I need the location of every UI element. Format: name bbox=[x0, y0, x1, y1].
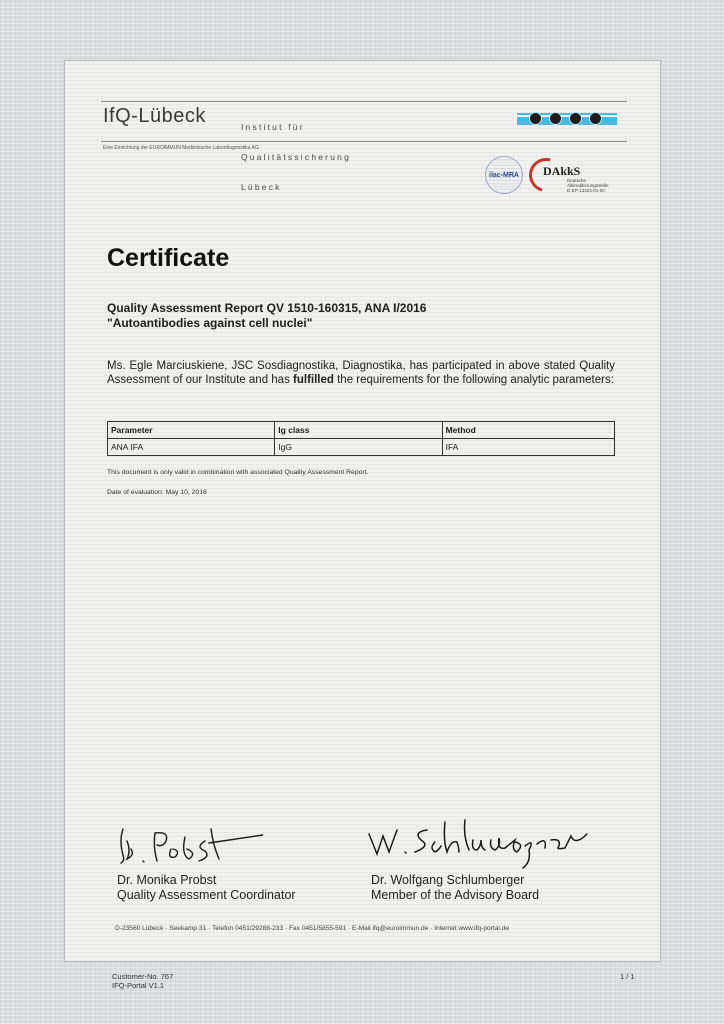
dakks-name: DAkkS bbox=[543, 164, 581, 178]
parameters-table bbox=[107, 421, 615, 456]
header-bottom-rule bbox=[101, 141, 627, 142]
certificate-body bbox=[107, 360, 615, 387]
ilac-mra-logo bbox=[485, 156, 523, 194]
dakks-subtext: Deutsche Akkreditierungsstelle D-EP-13423-01-00 bbox=[567, 178, 609, 193]
customer-info bbox=[112, 972, 173, 990]
signature-block-schlumberger bbox=[365, 816, 605, 876]
signatory-role: Quality Assessment Coordinator bbox=[117, 888, 296, 902]
evaluation-date: Date of evaluation: May 10, 2016 bbox=[107, 489, 207, 496]
validity-note: This document is only valid in combination with associated Quality Assessment Report. bbox=[107, 469, 369, 476]
certificate-sheet bbox=[64, 60, 661, 962]
accent-dot-bar bbox=[517, 113, 617, 125]
report-subject: "Autoantibodies against cell nuclei" bbox=[107, 316, 313, 330]
footer-address: D-23560 Lübeck · Seekamp 31 · Telefon 0451/29288-233 · Fax 0451/5855-591 · E-Mail ifq@euroimmun.de · Internet www.ifq-portal.de bbox=[115, 925, 509, 932]
table-row bbox=[108, 439, 615, 456]
signature-schlumberger-image bbox=[365, 816, 605, 871]
header-subline: Eine Einrichtung der EUROIMMUN Medizinische Labordiagnostika AG bbox=[103, 145, 259, 151]
header-top-rule bbox=[101, 101, 627, 102]
bar-dot bbox=[569, 112, 582, 125]
table-header-cell: Ig class bbox=[275, 422, 442, 439]
report-heading bbox=[107, 301, 426, 331]
body-text-start: Ms. Egle Marciuskiene, JSC Sosdiagnostika, Diagnostika, has participated in above stated Quality Assessment of our Institute and has bbox=[107, 360, 615, 386]
signatory-name: Dr. Wolfgang Schlumberger bbox=[371, 873, 525, 887]
portal-version: IFQ-Portal V1.1 bbox=[112, 981, 165, 990]
institute-line: Lübeck bbox=[241, 182, 282, 192]
table-header-cell: Method bbox=[442, 422, 614, 439]
institute-line: Qualitätssicherung bbox=[241, 152, 351, 162]
signature-block-probst bbox=[113, 821, 263, 876]
table-cell: IFA bbox=[442, 439, 614, 456]
table-cell: ANA IFA bbox=[108, 439, 275, 456]
institute-name bbox=[241, 102, 351, 212]
institute-line: Institut für bbox=[241, 122, 305, 132]
ilac-label: ilac-MRA bbox=[489, 171, 519, 179]
page-title: Certificate bbox=[107, 244, 230, 272]
ifq-logo: IfQ-Lübeck bbox=[103, 105, 206, 127]
signatory-schlumberger bbox=[371, 873, 539, 903]
signatory-name: Dr. Monika Probst bbox=[117, 873, 217, 887]
signatory-probst bbox=[117, 873, 296, 903]
bar-dot bbox=[549, 112, 562, 125]
signature-probst-image bbox=[113, 821, 263, 871]
body-text-end: the requirements for the following analytic parameters: bbox=[333, 373, 614, 386]
bar-dot bbox=[589, 112, 602, 125]
signatory-role: Member of the Advisory Board bbox=[371, 888, 540, 902]
bar-dot bbox=[529, 112, 542, 125]
report-line: Quality Assessment Report QV 1510-160315, ANA I/2016 bbox=[107, 301, 427, 315]
table-header-row bbox=[108, 422, 615, 439]
page-number: 1 / 1 bbox=[620, 972, 635, 981]
table-cell: IgG bbox=[275, 439, 442, 456]
customer-number: Customer-No. 767 bbox=[112, 972, 174, 981]
body-emphasis: fulfilled bbox=[293, 373, 334, 386]
table-header-cell: Parameter bbox=[108, 422, 275, 439]
dakks-logo bbox=[529, 154, 619, 196]
